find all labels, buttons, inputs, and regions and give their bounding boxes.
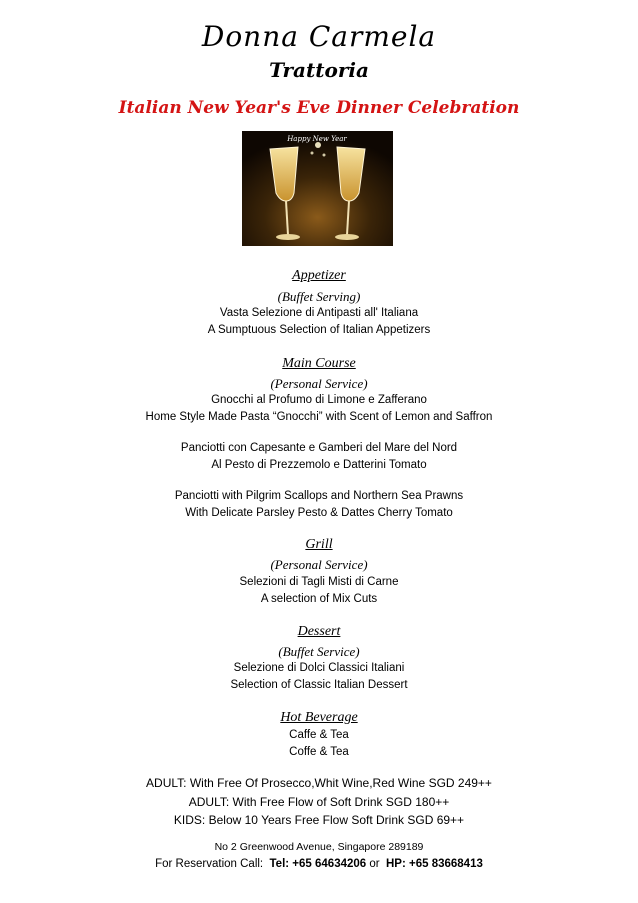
price-line: ADULT: With Free Of Prosecco,Whit Wine,Red Wine SGD 249++ (146, 776, 492, 790)
menu-item: Selezione di Dolci Classici Italiani (233, 662, 405, 674)
section-service-grill: (Personal Service) (270, 557, 368, 572)
section-service-main-course: (Personal Service) (270, 376, 368, 391)
reservation-line (0, 858, 638, 870)
restaurant-name: Donna Carmela (201, 20, 437, 53)
menu-item: Panciotti with Pilgrim Scallops and Northern Sea Prawns (174, 490, 464, 502)
menu-item: A selection of Mix Cuts (260, 593, 378, 605)
menu-item: Vasta Selezione di Antipasti all' Italiana (219, 307, 419, 319)
address: No 2 Greenwood Avenue, Singapore 289189 (214, 841, 424, 853)
reservation-or: or (369, 858, 380, 870)
menu-item: A Sumptuous Selection of Italian Appetizers (207, 324, 431, 336)
restaurant-subtitle: Trattoria (269, 58, 369, 82)
menu-item: Caffe & Tea (289, 729, 349, 741)
section-service-appetizer: (Buffet Serving) (277, 289, 361, 304)
menu-item: Panciotti con Capesante e Gamberi del Mare del Nord (180, 442, 458, 454)
menu-item: Coffe & Tea (289, 746, 349, 758)
menu-item: Al Pesto di Prezzemolo e Datterini Tomato (211, 459, 427, 471)
menu-item: With Delicate Parsley Pesto & Dattes Cherry Tomato (185, 507, 453, 519)
section-heading-main-course: Main Course (282, 356, 356, 371)
telephone-number[interactable]: Tel: +65 64634206 (269, 858, 367, 870)
menu-item: Home Style Made Pasta “Gnocchi” with Scent of Lemon and Saffron (145, 411, 493, 423)
event-title: Italian New Year's Eve Dinner Celebration (118, 98, 520, 118)
menu-item: Gnocchi al Profumo di Limone e Zafferano (211, 394, 427, 406)
section-heading-dessert: Dessert (297, 624, 341, 639)
reservation-label: For Reservation Call: (155, 858, 264, 870)
section-heading-hot-beverage: Hot Beverage (280, 710, 358, 725)
handphone-number[interactable]: HP: +65 83668413 (386, 858, 483, 870)
price-line: KIDS: Below 10 Years Free Flow Soft Drink SGD 69++ (173, 813, 465, 827)
section-heading-appetizer: Appetizer (292, 268, 346, 283)
section-heading-grill: Grill (305, 537, 333, 552)
menu-item: Selezioni di Tagli Misti di Carne (239, 576, 399, 588)
champagne-toast-image (242, 131, 393, 246)
image-caption: Happy New Year (287, 135, 347, 143)
menu-item: Selection of Classic Italian Dessert (230, 679, 408, 691)
section-service-dessert: (Buffet Service) (278, 644, 360, 659)
price-line: ADULT: With Free Flow of Soft Drink SGD 180++ (188, 795, 450, 809)
